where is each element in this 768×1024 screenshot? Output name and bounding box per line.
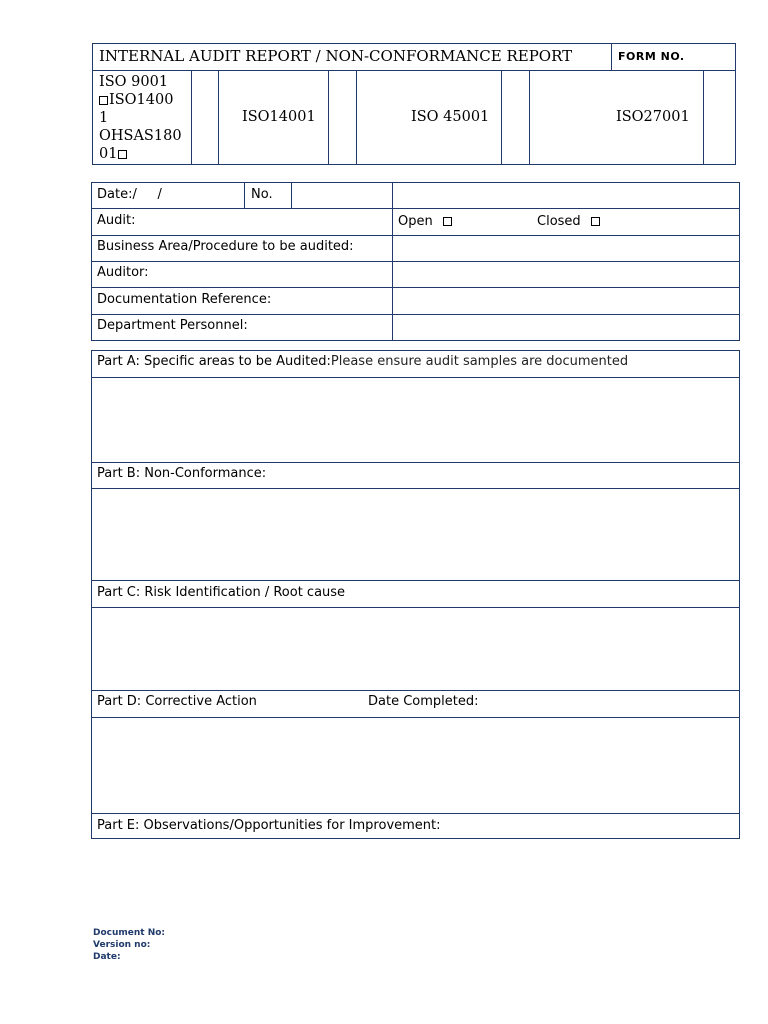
part-c-label: Part C: Risk Identification / Root cause [97,585,346,600]
footer-date: Date: [93,952,121,962]
open-option[interactable] [398,214,452,229]
auditor-label: Auditor: [97,265,149,280]
date-label: Date:/ / [97,187,162,202]
info-row-divider [91,314,740,315]
part-d-field[interactable] [92,718,739,812]
standard-iso14001-text: ISO1400 [109,92,174,108]
info-date-divider [244,182,245,209]
checkbox-icon[interactable] [118,150,127,159]
parts-divider [91,813,740,814]
standard-ohsas-text-end: 01 [99,146,118,162]
business-area-label: Business Area/Procedure to be audited: [97,239,354,254]
closed-label: Closed [537,214,581,229]
part-d-date-label: Date Completed: [368,694,479,709]
info-no-divider [291,182,292,209]
standard-ohsas-option[interactable] [99,145,127,163]
info-row-divider [91,235,740,236]
part-a-heading [97,354,628,369]
no-label: No. [251,187,273,202]
parts-divider [91,580,740,581]
part-a-label: Part A: Specific areas to be Audited: [97,354,331,369]
info-row-divider [91,208,740,209]
standards-divider [501,70,502,165]
standard-wrap-text: 1 [99,110,109,126]
standard-iso14001-option[interactable] [99,91,173,109]
part-e-label: Part E: Observations/Opportunities for Improvement: [97,818,441,833]
standards-divider [356,70,357,165]
part-c-field[interactable] [92,608,739,689]
standard-iso9001-label: ISO 9001 [99,74,169,90]
parts-divider [91,462,740,463]
part-b-label: Part B: Non-Conformance: [97,466,267,481]
standard-iso14001: ISO14001 [242,109,316,125]
closed-checkbox-icon[interactable] [591,217,600,226]
form-no-label: FORM NO. [618,50,685,63]
standard-ohsas-text: OHSAS180 [99,128,182,144]
audit-label: Audit: [97,213,136,228]
part-a-field[interactable] [92,378,739,461]
standards-divider [529,70,530,165]
part-a-note: Please ensure audit samples are documented [330,354,629,369]
header-divider [92,70,736,71]
checkbox-icon[interactable] [99,96,108,105]
open-label: Open [398,214,433,229]
parts-divider [91,690,740,691]
standard-iso45001: ISO 45001 [411,109,490,125]
info-row-divider [91,261,740,262]
part-b-field[interactable] [92,489,739,579]
report-title: INTERNAL AUDIT REPORT / NON-CONFORMANCE REPORT [99,47,573,65]
dept-personnel-label: Department Personnel: [97,318,248,333]
info-row-divider [91,287,740,288]
standards-divider [703,70,704,165]
open-checkbox-icon[interactable] [443,217,452,226]
footer-version-no: Version no: [93,940,151,950]
info-col-divider [392,182,393,341]
footer-document-no: Document No: [93,928,166,938]
standards-divider [328,70,329,165]
standard-iso27001: ISO27001 [616,109,690,125]
standards-divider [218,70,219,165]
doc-ref-label: Documentation Reference: [97,292,272,307]
part-d-label: Part D: Corrective Action [97,694,257,709]
standards-divider [191,70,192,165]
closed-option[interactable] [537,214,600,229]
header-title-divider [611,43,612,70]
